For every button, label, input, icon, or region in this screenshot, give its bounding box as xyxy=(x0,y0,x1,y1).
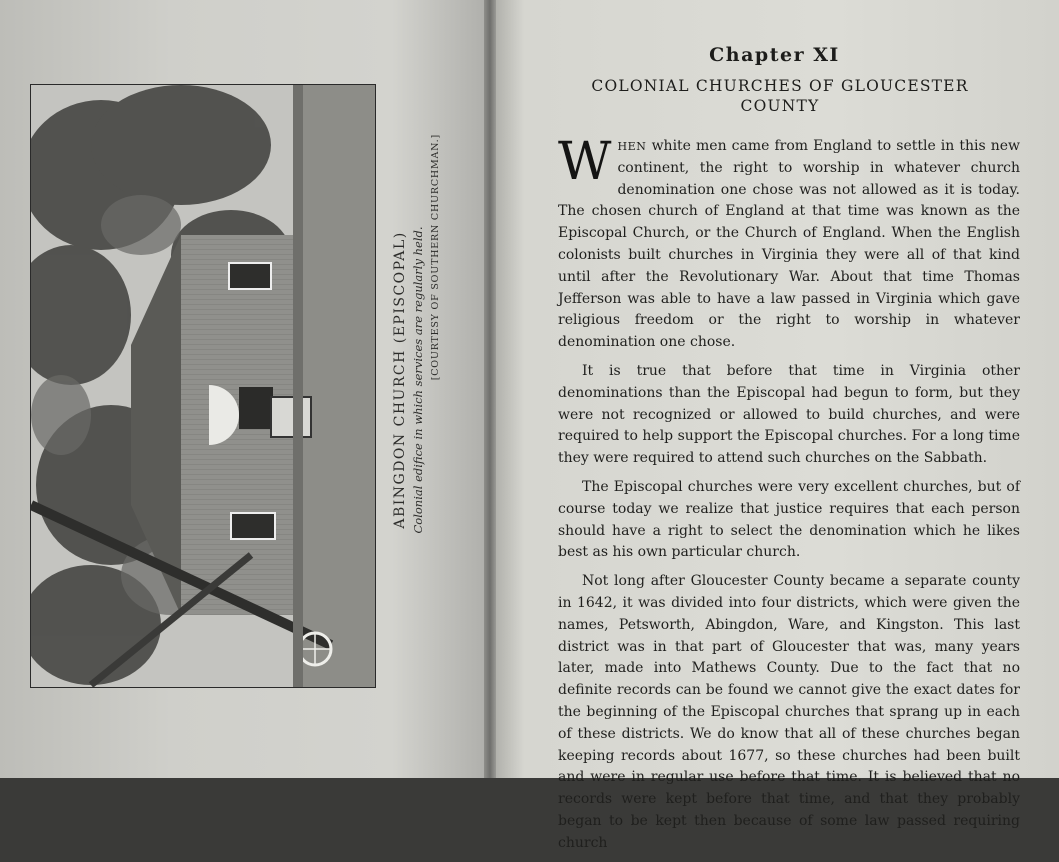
chapter-title: COLONIAL CHURCHES OF GLOUCESTER COUNTY xyxy=(591,77,969,115)
photo-caption xyxy=(391,120,445,640)
paragraph-4: Not long after Gloucester County became a separate county in 1642, it was divided into four districts, which were given the names, Petsworth, Abingdon, Ware, and Kingston. This last district was in that part of Gloucester that was, many years later, made into Mathews County. Due to the fact that no definite records can be found we cannot give the exact dates for the beginning of the Episcopal churches that sprang up in each of these districts. We do know that all of these churches began keeping records about 1677, so these churches had been built and were in regular use before that time. It is believed that no records were kept before that time, and that they probably began to be kept then because of some law passed requiring church xyxy=(558,573,1020,851)
chapter-body xyxy=(558,132,1020,862)
book-gutter xyxy=(484,0,496,778)
caption-title: ABINGDON CHURCH (EPISCOPAL) xyxy=(392,231,408,529)
paragraph-1 xyxy=(558,132,1020,354)
chapter-label: Chapter XI xyxy=(709,44,840,66)
caption-subtitle: Colonial edifice in which services are regularly held. xyxy=(411,226,425,534)
drop-cap: W xyxy=(558,132,612,192)
caption-credit: [COURTESY OF SOUTHERN CHURCHMAN.] xyxy=(430,134,441,381)
church-photograph xyxy=(30,84,376,688)
paragraph-3: The Episcopal churches were very excellent churches, but of course today we realize that justice requires that each person should have a right to select the denomination which he likes best as his own particular church. xyxy=(558,478,1020,561)
church-photograph-image xyxy=(31,85,375,687)
paragraph-1-text: white men came from England to settle in this new continent, the right to worship in whatever church denomination one chose was not allowed as it is today. The chosen church of England at that time was known as the Episcopal Church, or the Church of England. When the English colonists built churches in Virginia they were all of that kind until after the Revolutionary War. About that time Thomas Jefferson was able to have a law passed in Virginia which gave religious freedom or the right to worship in whatever denomination one chose. xyxy=(558,138,1020,351)
first-word-rest: HEN xyxy=(617,140,647,153)
paragraph-2: It is true that before that time in Virginia other denominations than the Episcopal had begun to form, but they were not recognized or allowed to build churches, and were required to help support the Episcopal churches. For a long time they were required to attend such churches on the Sabbath. xyxy=(558,362,1020,467)
